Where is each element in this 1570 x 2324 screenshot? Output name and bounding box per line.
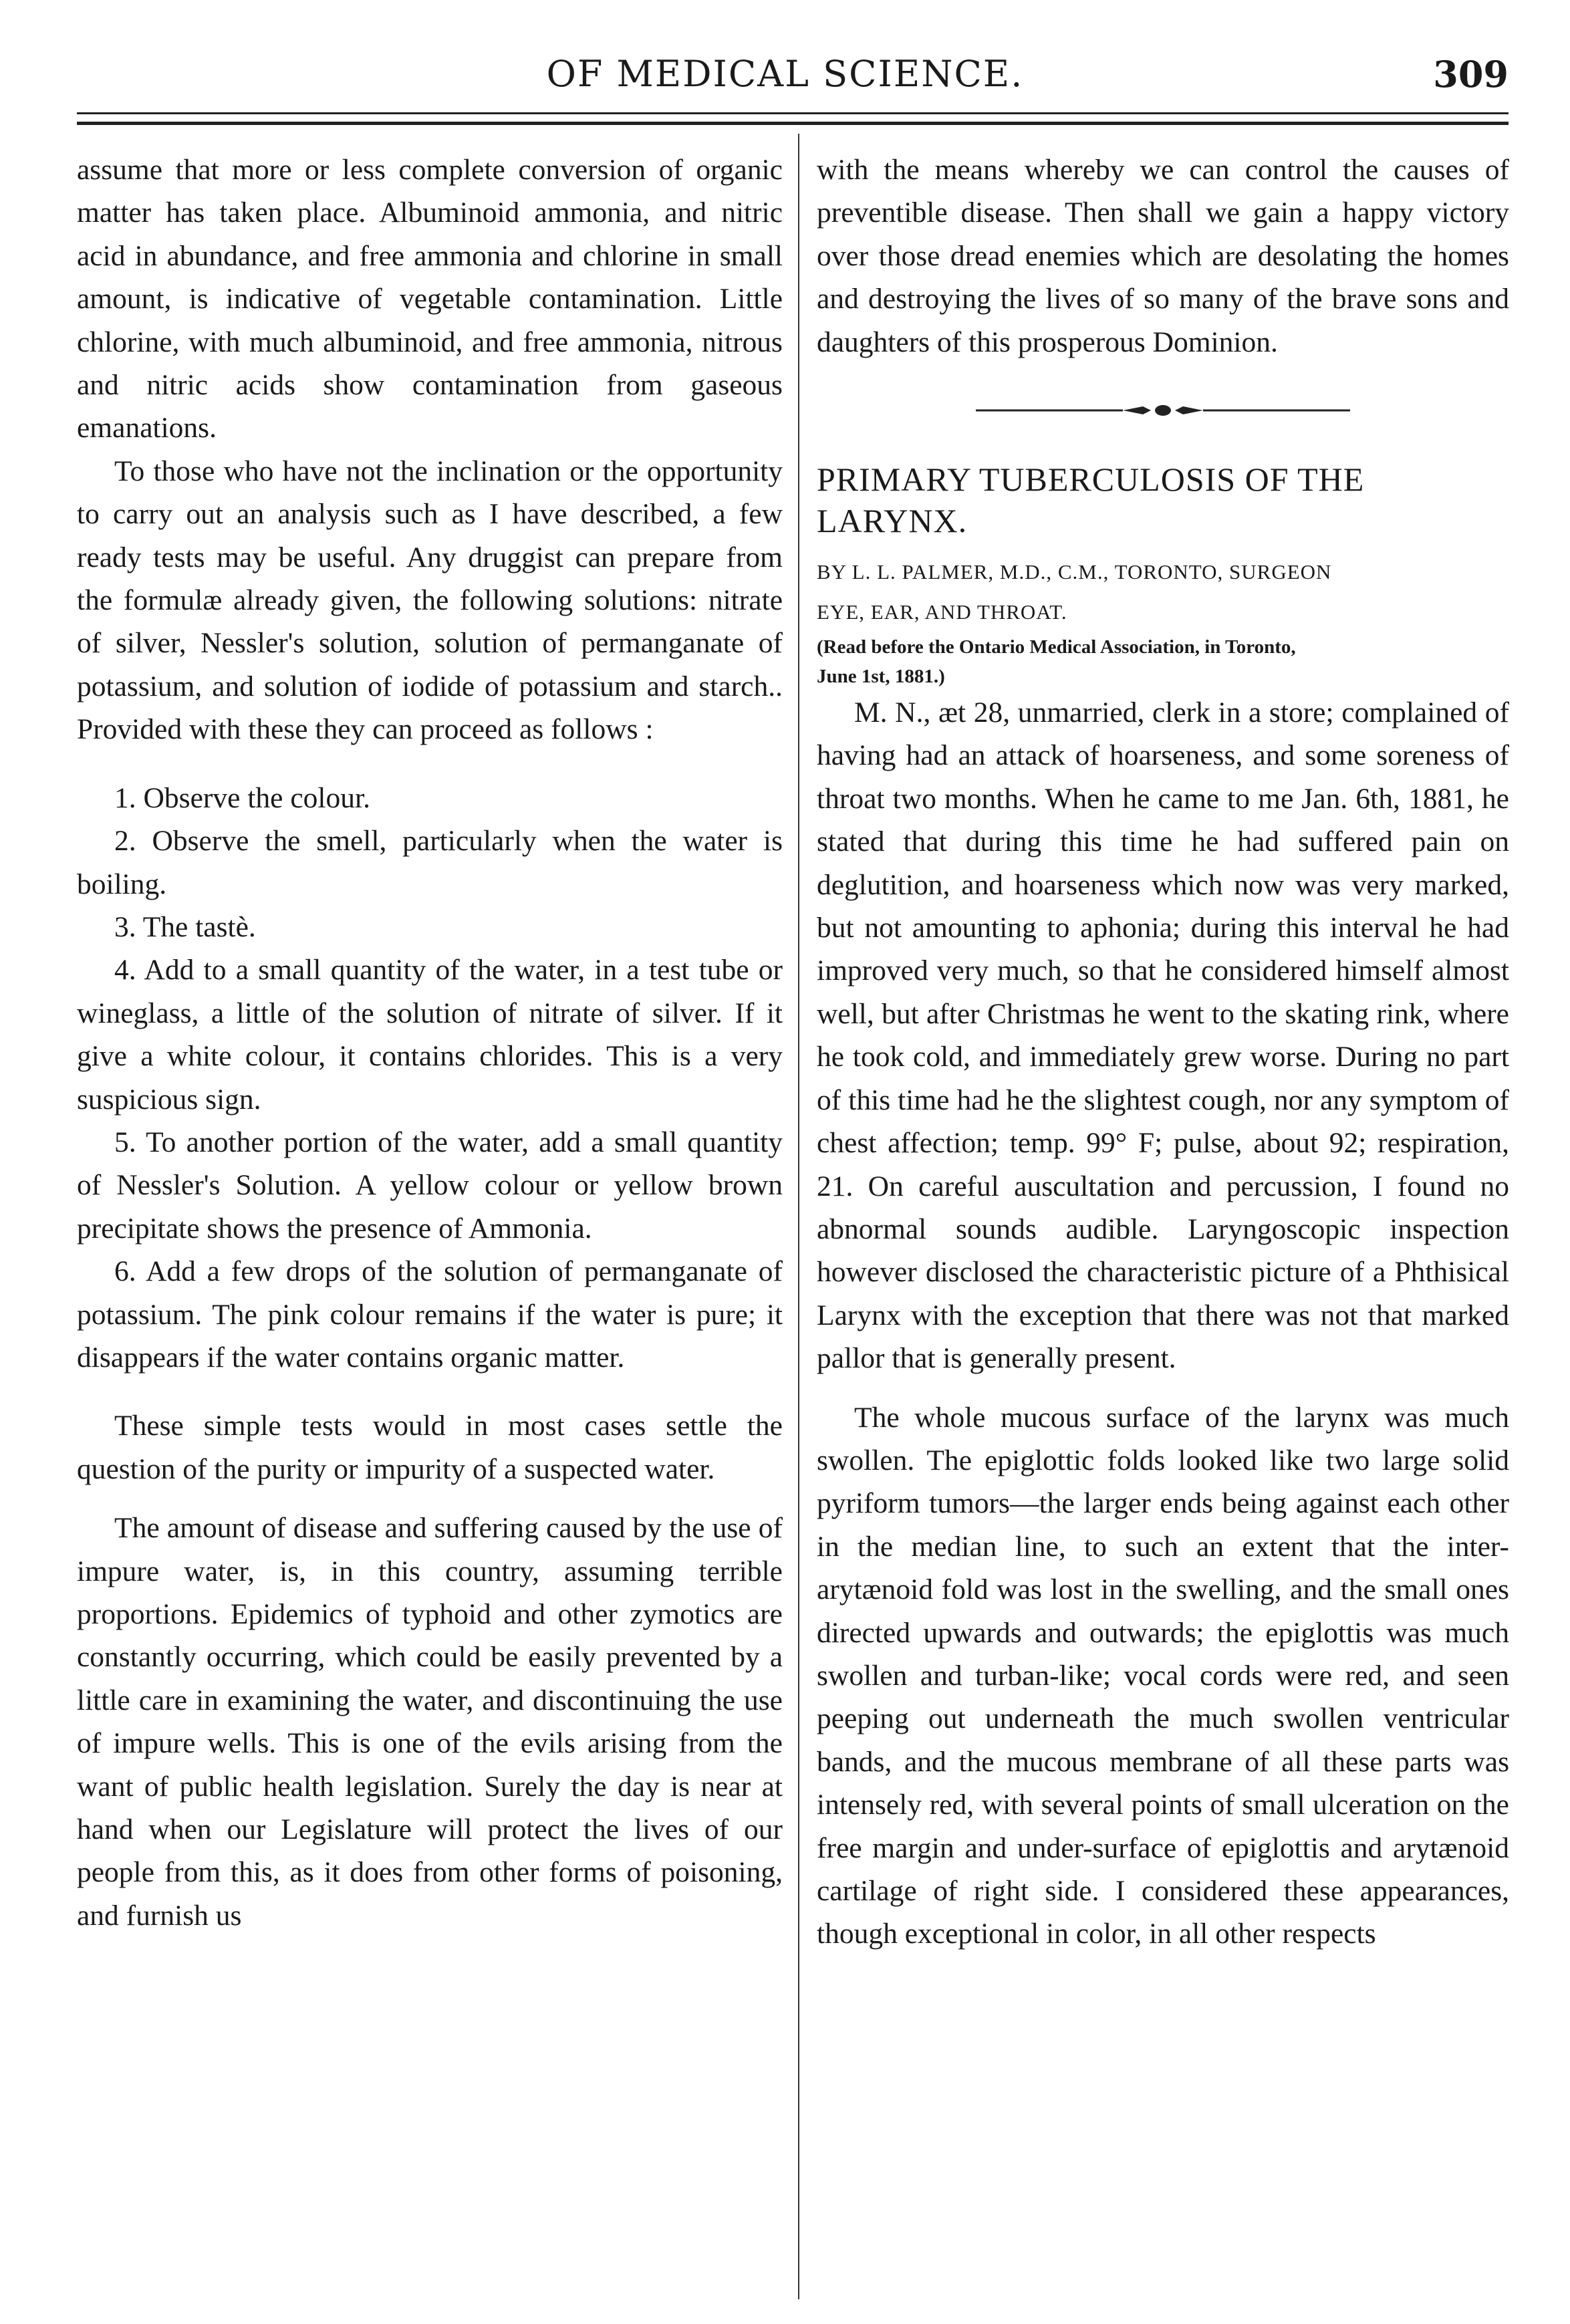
paragraph-ready-tests: To those who have not the inclination or the opportunity to carry out an analysis such as I have described, a few ready tests may be useful. Any druggist can prepare from the formulæ already given, the following solutions: nitrate of silver, Nessler's solution, solution of permanganate of potassium, and solution of iodide of potassium and starch.. Provided with these they can proceed as follows : bbox=[77, 455, 783, 746]
paragraph-case-history: M. N., æt 28, unmarried, clerk in a store; complained of having had an attack of hoarseness, and some soreness of throat two months. When he came to me Jan. 6th, 1881, he stated that during this time he had suffered pain on deglutition, and hoarseness which now was very marked, but not amounting to aphonia; during this interval he had improved very much, so that he considered himself almost well, but after Christmas he went to the skating rink, where he took cold, and immediately grew worse. During no part of this time had he the slightest cough, nor any symptom of chest affection; temp. 99° F; pulse, about 92; respiration, 21. On careful auscultation and percussion, I found no abnormal sounds audible. Laryngoscopic inspection however disclosed the characteristic picture of a Phthisical Larynx with the exception that there was not that marked pallor that is generally present. bbox=[817, 696, 1509, 1375]
running-title: OF MEDICAL SCIENCE. bbox=[546, 53, 1024, 95]
paragraph-simple-tests: These simple tests would in most cases settle the question of the purity or impurity of a suspected water. bbox=[77, 1410, 783, 1485]
article-title-line-1: PRIMARY TUBERCULOSIS OF THE bbox=[817, 461, 1365, 499]
article-title-line-2: LARYNX. bbox=[817, 502, 968, 540]
byline-line-1: BY L. L. PALMER, M.D., C.M., TORONTO, SURGEON bbox=[817, 560, 1332, 584]
test-item-3: 3. The tastè. bbox=[114, 910, 256, 943]
running-head bbox=[0, 40, 1570, 120]
column-divider bbox=[798, 134, 799, 2299]
paragraph-preventible-disease: with the means whereby we can control the causes of preventible disease. Then shall we gain a happy victory over those dread enemies which are desolating the homes and destroying the lives of so many of the brave sons and daughters of this prosperous Dominion. bbox=[817, 154, 1509, 358]
page-number: 309 bbox=[1433, 53, 1509, 96]
test-item-1: 1. Observe the colour. bbox=[114, 781, 370, 814]
header-rule-thick bbox=[77, 122, 1509, 125]
paragraph-contamination: assume that more or less complete conversion of organic matter has taken place. Albuminoid ammonia, and nitric acid in abundance, and free ammonia and chlorine in small amount, is indicative of vegetable contamination. Little chlorine, with much albuminoid, and free ammonia, nitrous and nitric acids show contamination from gaseous emanations. bbox=[77, 154, 783, 444]
byline-line-2: EYE, EAR, AND THROAT. bbox=[817, 600, 1067, 624]
ornament-rule-icon bbox=[976, 402, 1350, 418]
test-item-5: 5. To another portion of the water, add a small quantity of Nessler's Solution. A yellow colour or yellow brown precipitate shows the presence of Ammonia. bbox=[77, 1126, 783, 1245]
paragraph-disease-suffering: The amount of disease and suffering caused by the use of impure water, is, in this country, assuming terrible proportions. Epidemics of typhoid and other zymotics are constantly occurring, which could be easily prevented by a little care in examining the water, and discontinuing the use of impure wells. This is one of the evils arising from the want of public health legislation. Surely the day is near at hand when our Legislature will protect the lives of our people from this, as it does from other forms of poisoning, and furnish us bbox=[77, 1512, 783, 1932]
right-column bbox=[817, 148, 1509, 1956]
left-column bbox=[77, 148, 783, 1937]
test-item-2: 2. Observe the smell, particularly when the water is boiling. bbox=[77, 825, 783, 900]
read-note-line-2: June 1st, 1881.) bbox=[817, 666, 945, 688]
read-note-line-1: (Read before the Ontario Medical Association, in Toronto, bbox=[817, 636, 1296, 658]
test-item-6: 6. Add a few drops of the solution of permanganate of potassium. The pink colour remains if the water is pure; it disappears if the water contains organic matter. bbox=[77, 1255, 783, 1374]
decorative-rule-icon bbox=[817, 393, 1509, 428]
paragraph-mucous-surface: The whole mucous surface of the larynx was much swollen. The epiglottic folds looked like two large solid pyriform tumors—the larger ends being against each other in the median line, to such an extent that the inter-arytænoid fold was lost in the swelling, and the small ones directed upwards and outwards; the epiglottis was much swollen and turban-like; vocal cords were red, and seen peeping out underneath the much swollen ventricular bands, and the mucous membrane of all these parts was intensely red, with several points of small ulceration on the free margin and under-surface of epiglottis and arytænoid cartilage of right side. I considered these appearances, though exceptional in color, in all other respects bbox=[817, 1401, 1509, 1950]
test-item-4: 4. Add to a small quantity of the water, in a test tube or wineglass, a little of the solution of nitrate of silver. If it give a white colour, it contains chlorides. This is a very suspicious sign. bbox=[77, 954, 783, 1116]
header-rule-thin bbox=[77, 112, 1509, 114]
